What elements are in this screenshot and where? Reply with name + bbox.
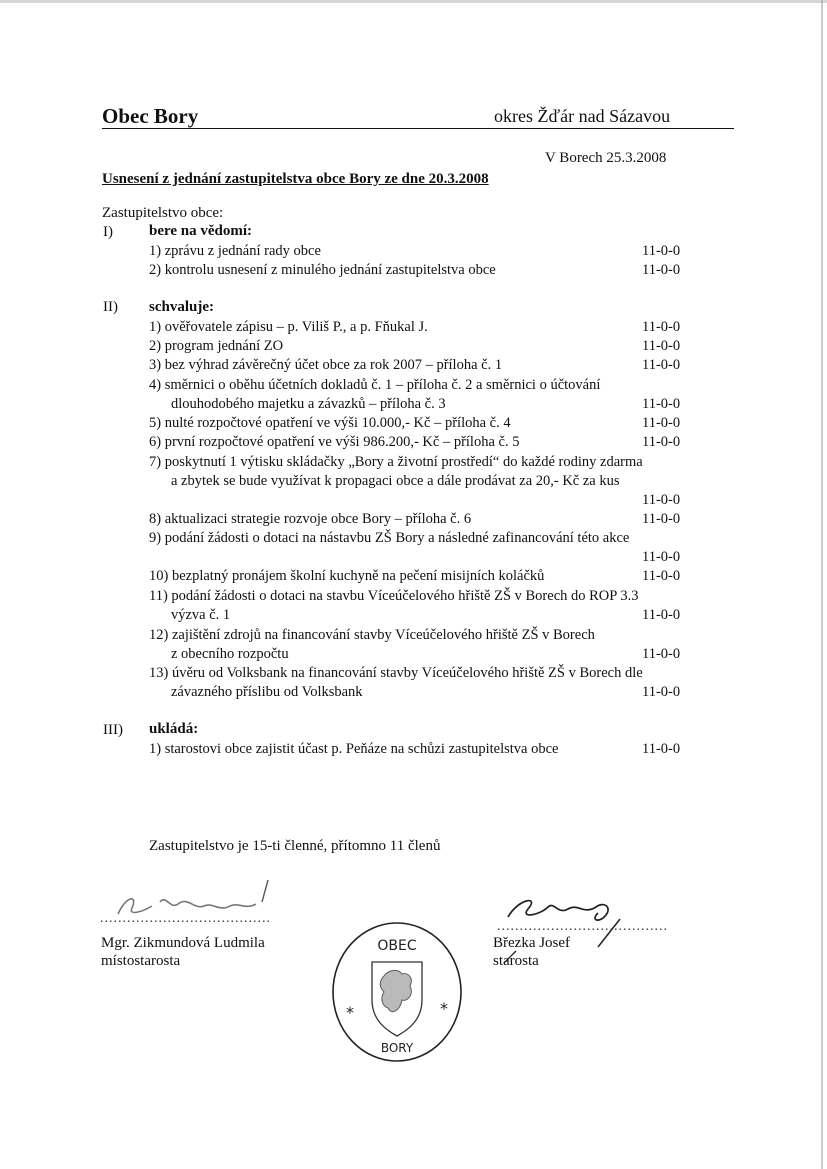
section-2-item-5: 5) nulté rozpočtové opatření ve výši 10.000,- Kč – příloha č. 4	[149, 415, 511, 431]
section-2-heading: schvaluje:	[149, 299, 214, 315]
section-1-item-2: 2) kontrolu usnesení z minulého jednání zastupitelstva obce	[149, 262, 496, 278]
stamp-top-text: OBEC	[377, 938, 417, 954]
attendance-note: Zastupitelstvo je 15-ti členné, přítomno 11 členů	[149, 838, 441, 854]
place-date: V Borech 25.3.2008	[545, 150, 667, 166]
signature-line-right: ......................................	[497, 919, 668, 934]
section-2-numeral: II)	[103, 299, 118, 315]
signatory-right-name: Březka Josef	[493, 935, 571, 951]
section-2-item-9: 9) podání žádosti o dotaci na nástavbu ZŠ Bory a následné zafinancování této akce	[149, 530, 630, 546]
section-2-item-8: 8) aktualizaci strategie rozvoje obce Bory – příloha č. 6	[149, 511, 472, 527]
section-2-item-7-vote: 11-0-0	[642, 492, 681, 508]
stamp-bottom-text: BORY	[380, 1041, 414, 1055]
section-3-heading: ukládá:	[149, 721, 199, 737]
section-3-item-1: 1) starostovi obce zajistit účast p. Peňáze na schůzi zastupitelstva obce	[149, 741, 559, 757]
section-2-item-8-vote: 11-0-0	[642, 511, 681, 527]
section-1-item-1-vote: 11-0-0	[642, 243, 681, 259]
signatory-left-role: místostarosta	[101, 953, 181, 969]
header-rule	[102, 128, 734, 129]
section-2-item-4: 4) směrnici o oběhu účetních dokladů č. 1 – příloha č. 2 a směrnici o účtování	[149, 377, 601, 393]
resolution-title: Usnesení z jednání zastupitelstva obce Bory ze dne 20.3.2008	[102, 171, 489, 187]
section-2-item-6: 6) první rozpočtové opatření ve výši 986.200,- Kč – příloha č. 5	[149, 434, 520, 450]
section-1-item-2-vote: 11-0-0	[642, 262, 681, 278]
section-2-item-13: 13) úvěru od Volksbank na financování stavby Víceúčelového hřiště ZŠ v Borech dle	[149, 665, 643, 681]
section-2-item-2-vote: 11-0-0	[642, 338, 681, 354]
municipality-name: Obec Bory	[102, 104, 199, 128]
signature-line-left: ......................................	[100, 911, 271, 926]
section-2-item-9-vote: 11-0-0	[642, 549, 681, 565]
signatory-left-name: Mgr. Zikmundová Ludmila	[101, 935, 265, 951]
section-2-item-11-cont: výzva č. 1	[171, 607, 231, 623]
section-2-item-7-cont: a zbytek se bude využívat k propagaci obce a dále prodávat za 20,- Kč za kus	[171, 473, 620, 489]
svg-text:*: *	[440, 999, 448, 1018]
section-1-heading: bere na vědomí:	[149, 223, 253, 239]
section-2-item-4-cont: dlouhodobého majetku a závazků – příloha č. 3	[171, 396, 446, 412]
signatory-right-role: starosta	[493, 953, 539, 969]
section-2-item-11: 11) podání žádosti o dotaci na stavbu Víceúčelového hřiště ZŠ v Borech do ROP 3.3	[149, 588, 639, 604]
district-name: okres Žďár nad Sázavou	[494, 106, 671, 126]
section-2-item-11-vote: 11-0-0	[642, 607, 681, 623]
section-2-item-7: 7) poskytnutí 1 výtisku skládačky „Bory a životní prostředí“ do každé rodiny zdarma	[149, 454, 643, 470]
section-2-item-4-vote: 11-0-0	[642, 396, 681, 412]
section-2-item-10-vote: 11-0-0	[642, 568, 681, 584]
scan-edge-top	[0, 0, 827, 3]
section-2-item-12: 12) zajištění zdrojů na financování stavby Víceúčelového hřiště ZŠ v Borech	[149, 627, 595, 643]
section-3-item-1-vote: 11-0-0	[642, 741, 681, 757]
section-2-item-12-vote: 11-0-0	[642, 646, 681, 662]
section-3-numeral: III)	[103, 722, 123, 738]
section-1-item-1: 1) zprávu z jednání rady obce	[149, 243, 321, 259]
section-2-item-1: 1) ověřovatele zápisu – p. Viliš P., a p. Fňukal J.	[149, 319, 428, 335]
svg-text:*: *	[346, 1003, 354, 1022]
official-stamp	[328, 916, 466, 1066]
section-1-numeral: I)	[103, 224, 113, 240]
intro-text: Zastupitelstvo obce:	[102, 205, 224, 221]
section-2-item-10: 10) bezplatný pronájem školní kuchyně na pečení misijních koláčků	[149, 568, 545, 584]
section-2-item-3-vote: 11-0-0	[642, 357, 681, 373]
section-2-item-3: 3) bez výhrad závěrečný účet obce za rok 2007 – příloha č. 1	[149, 357, 503, 373]
section-2-item-6-vote: 11-0-0	[642, 434, 681, 450]
scan-edge-right	[821, 0, 823, 1169]
section-2-item-2: 2) program jednání ZO	[149, 338, 284, 354]
section-2-item-13-cont: závazného příslibu od Volksbank	[171, 684, 363, 700]
section-2-item-13-vote: 11-0-0	[642, 684, 681, 700]
section-2-item-1-vote: 11-0-0	[642, 319, 681, 335]
section-2-item-5-vote: 11-0-0	[642, 415, 681, 431]
section-2-item-12-cont: z obecního rozpočtu	[171, 646, 289, 662]
